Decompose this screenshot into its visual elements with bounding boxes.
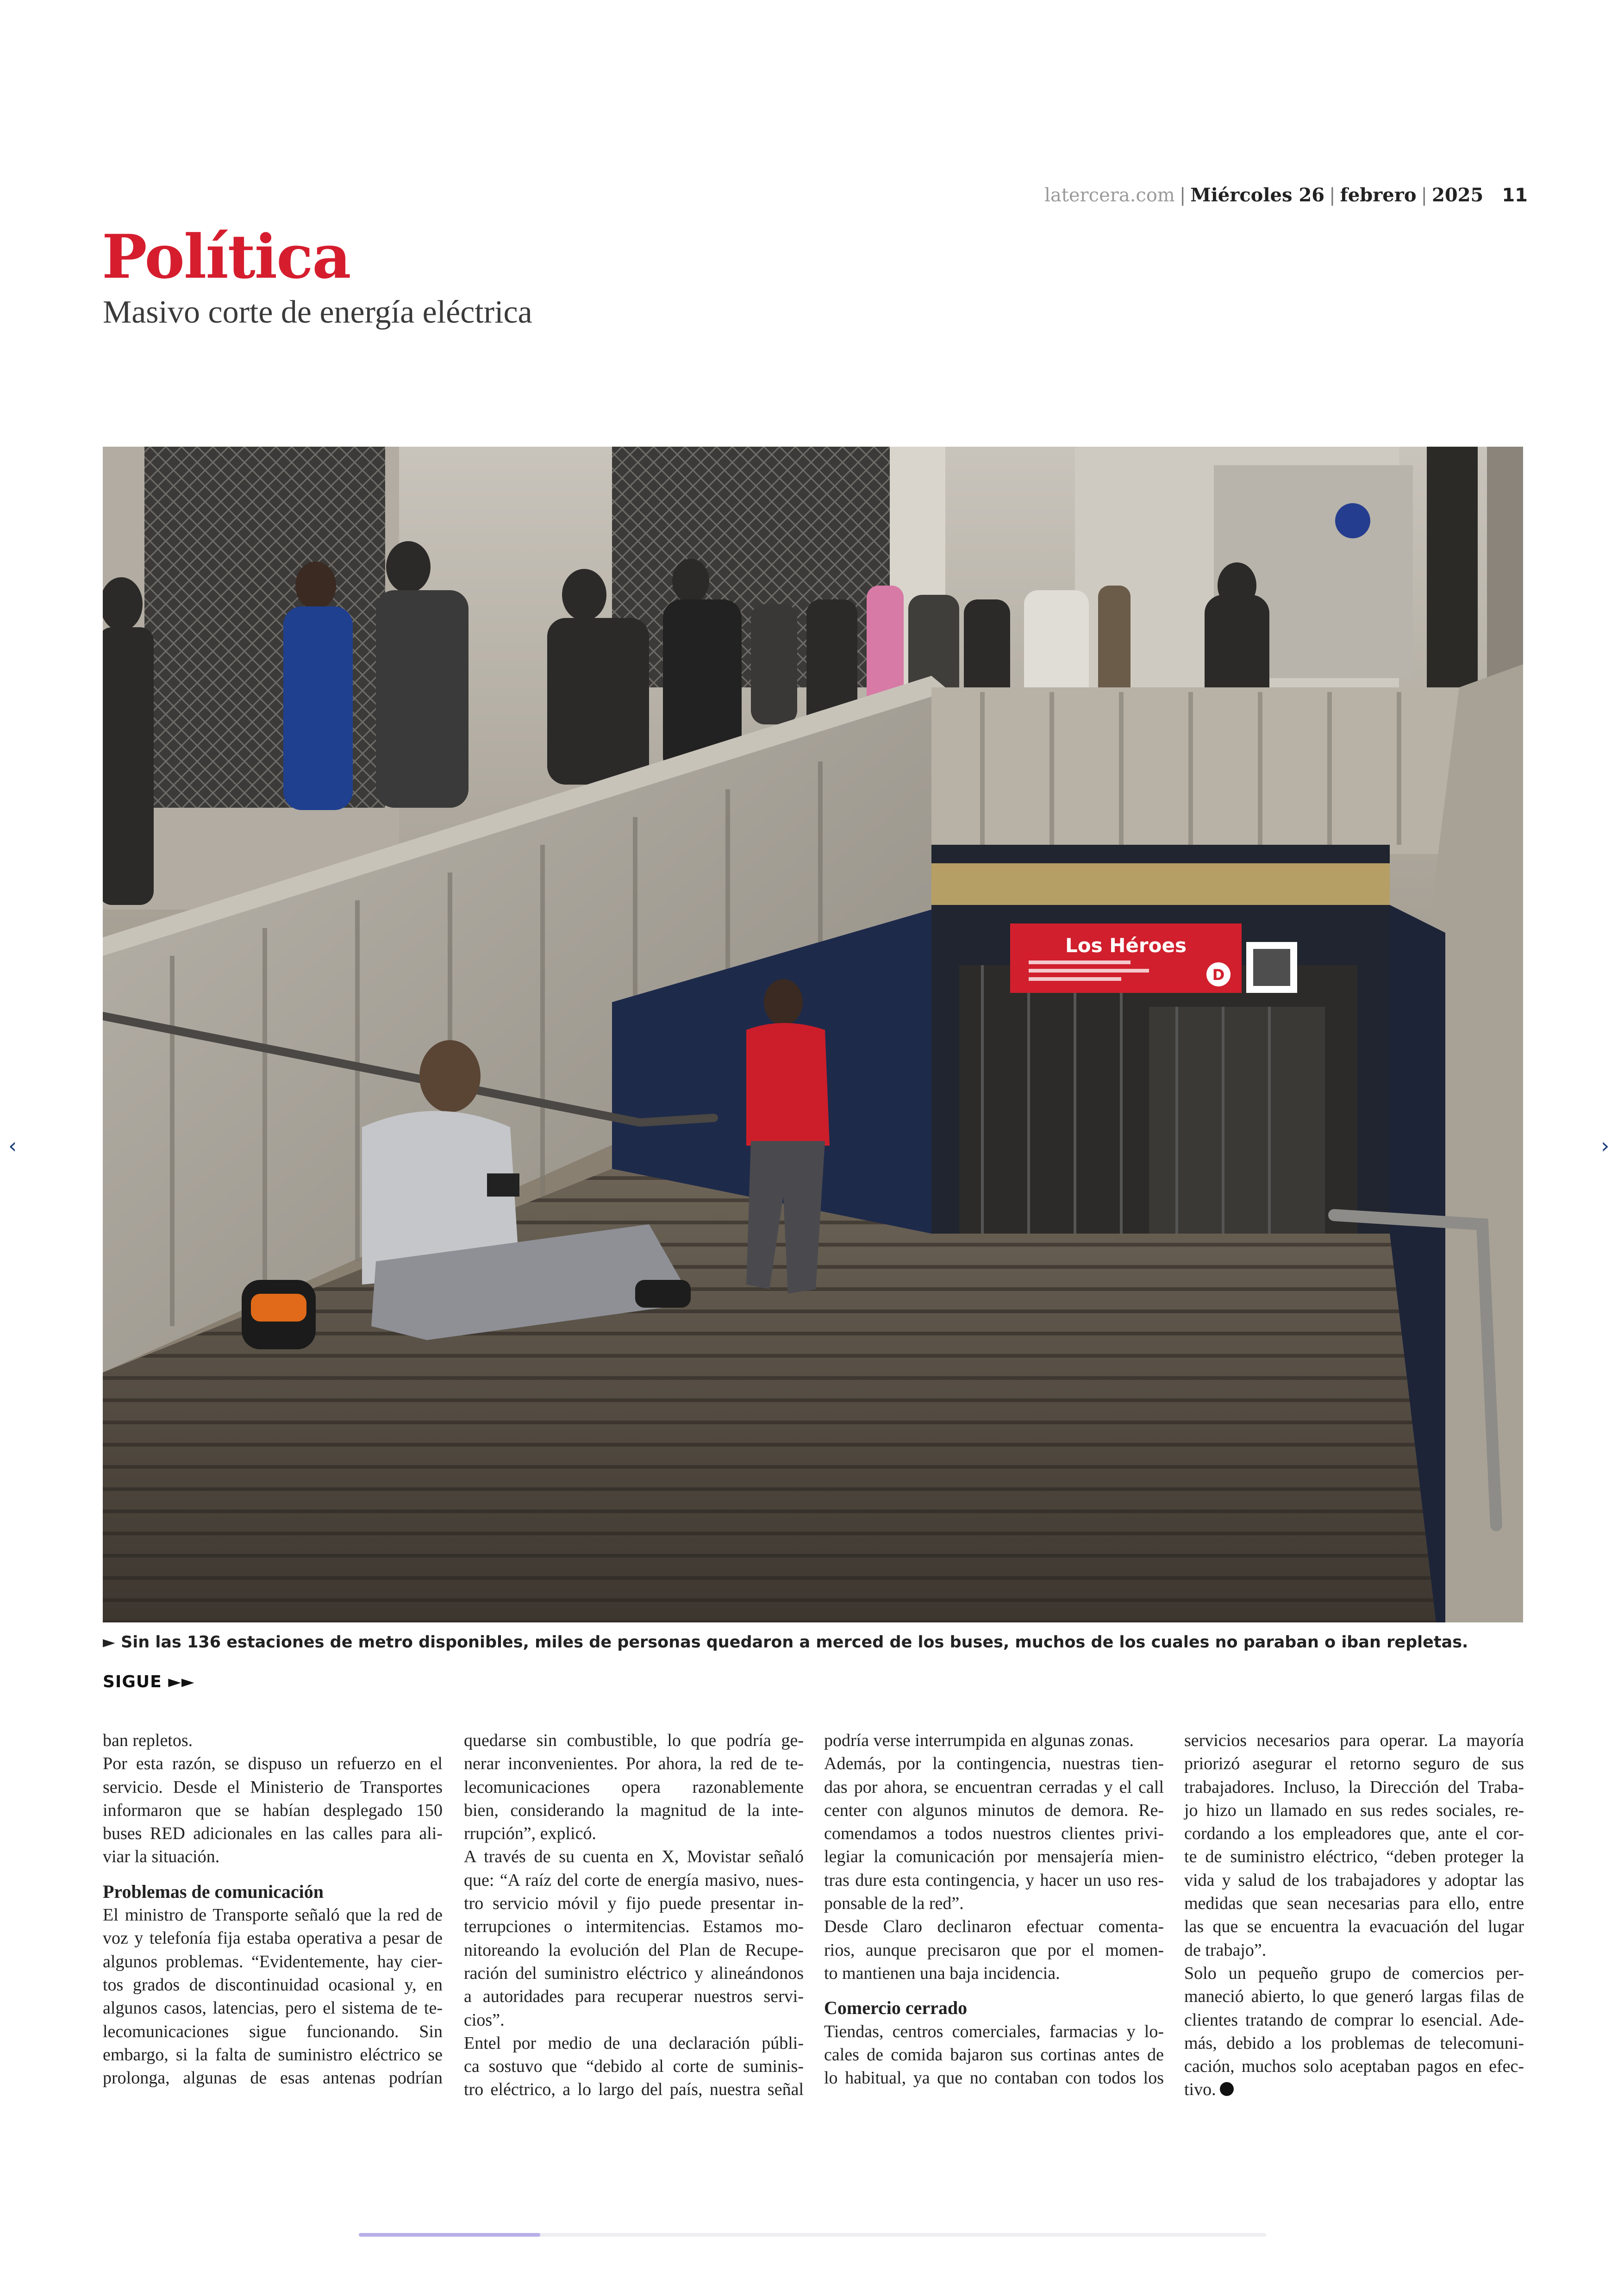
text-line: das por ahora, se encuentran cerradas y el call [824, 1777, 1164, 1797]
text-line: priorizó asegurar el retorno seguro de sus [1184, 1754, 1524, 1774]
text-line: prolonga, algunas de esas antenas podrían [103, 2068, 443, 2088]
text-line: Además, por la contingencia, nuestras tien- [824, 1754, 1164, 1774]
text-line: rios, aunque precisaron que por el momen- [824, 1940, 1164, 1960]
text-line: ponsable de la red”. [824, 1894, 964, 1914]
text-line: cios”. [464, 2010, 505, 2030]
text-line: tro eléctrico, a lo largo del país, nuestra señal [464, 2080, 804, 2100]
text-line: nitoreando la evolución del Plan de Recupe- [464, 1940, 804, 1960]
text-line: lecomunicaciones opera razonablemente [464, 1777, 804, 1797]
text-line: Solo un pequeño grupo de comercios per- [1184, 1963, 1524, 1983]
text-line: Por esta razón, se dispuso un refuerzo en el [103, 1754, 443, 1774]
text-line: tras dure esta contingencia, y hacer un uso res- [824, 1870, 1164, 1890]
text-line: cordando a los empleadores que, ante el cor- [1184, 1824, 1524, 1844]
next-page-button[interactable] [1601, 1133, 1609, 1158]
chevron-right-icon: › [1601, 1133, 1610, 1158]
text-line: trabajadores. Incluso, la Dirección del Traba- [1184, 1777, 1524, 1797]
article-column-1 [103, 1729, 443, 2089]
text-line: servicios necesarios para operar. La mayoría [1184, 1731, 1524, 1750]
continue-label: SIGUE ►► [103, 1672, 195, 1691]
text-line: Tiendas, centros comerciales, farmacias y lo- [824, 2021, 1164, 2041]
photo-caption: ► Sin las 136 estaciones de metro disponibles, miles de personas quedaron a merced de los buses, muchos de los cuales no paraban o iban repletas. [103, 1633, 1468, 1652]
subheading: Problemas de comunicación [103, 1881, 324, 1902]
reading-progress-fill [359, 2233, 540, 2237]
site-name: latercera.com [1044, 185, 1175, 206]
text-line: nerar inconvenientes. Por ahora, la red de te- [464, 1754, 804, 1774]
text-line: lecomunicaciones sigue funcionando. Sin [103, 2021, 443, 2041]
text-line: te de suministro eléctrico, “deben proteger la [1184, 1847, 1524, 1867]
text-line: buses RED adicionales en las calles para ali- [103, 1824, 443, 1844]
header-year: 2025 [1432, 184, 1484, 206]
header-month: febrero [1340, 184, 1417, 206]
text-line: jo hizo un llamado en sus redes sociales, re- [1184, 1800, 1524, 1820]
text-line: voz y telefonía fija estaba operativa a pesar de [103, 1928, 443, 1948]
text-line: Desde Claro declinaron efectuar comenta- [824, 1917, 1164, 1937]
text-line: informaron que se habían desplegado 150 [103, 1800, 443, 1820]
text-line: ración del suministro eléctrico y alineándonos [464, 1963, 804, 1983]
text-line: medidas que sean necesarias para ello, entre [1184, 1894, 1524, 1914]
text-line: vida y salud de los trabajadores y adoptar las [1184, 1870, 1524, 1890]
text-line: maneció abierto, lo que generó largas filas de [1184, 1987, 1524, 2007]
text-line: A través de su cuenta en X, Movistar señaló [464, 1847, 804, 1867]
text-line: clientes tratando de comprar lo esencial. Ade- [1184, 2010, 1524, 2030]
text-line: to mantienen una baja incidencia. [824, 1963, 1060, 1983]
text-line: quedarse sin combustible, lo que podría ge- [464, 1731, 804, 1750]
text-line: cación, muchos solo aceptaban pagos en efec- [1184, 2057, 1524, 2077]
text-line: tos grados de discontinuidad ocasional y, en [103, 1975, 443, 1995]
article-column-3 [824, 1729, 1164, 2089]
text-line: bien, considerando la magnitud de la inte- [464, 1800, 804, 1820]
text-line: lo habitual, ya que no contaban con todos los [824, 2068, 1164, 2088]
text-line: embargo, si la falta de suministro eléctrico se [103, 2045, 443, 2064]
metro-line-letter: D [1212, 966, 1225, 984]
text-line: ca sostuvo que “debido al corte de suminis- [464, 2057, 804, 2077]
text-line [103, 1869, 443, 1880]
section-subtitle: Masivo corte de energía eléctrica [103, 294, 532, 330]
text-line: comendamos a todos nuestros clientes privi- [824, 1824, 1164, 1844]
subheading: Comercio cerrado [824, 1997, 968, 2019]
text-line: podría verse interrumpida en algunas zonas. [824, 1731, 1134, 1750]
text-line: más, debido a los problemas de telecomuni- [1184, 2033, 1524, 2053]
text-line: de trabajo”. [1184, 1940, 1267, 1960]
text-line: El ministro de Transporte señaló que la red de [103, 1905, 443, 1925]
text-line: center con algunos minutos de demora. Re- [824, 1800, 1164, 1820]
text-line [824, 1985, 1164, 1996]
chevron-left-icon: ‹ [8, 1133, 17, 1158]
text-line: algunos casos, latencias, pero el sistema de te- [103, 1998, 443, 2018]
text-line: tro servicio móvil y fijo puede presentar in- [464, 1894, 804, 1914]
page-number: 11 [1502, 185, 1528, 206]
text-line: a autoridades para recuperar nuestros servi- [464, 1987, 804, 2007]
text-line: legiar la comunicación por mensajería mien- [824, 1847, 1164, 1867]
text-line: servicio. Desde el Ministerio de Transportes [103, 1777, 443, 1797]
text-line: algunos problemas. “Evidentemente, hay cier- [103, 1952, 443, 1971]
end-of-article-icon [1220, 2082, 1234, 2096]
article-column-2 [464, 1729, 804, 2102]
header-weekday: Miércoles 26 [1190, 184, 1325, 206]
article-column-4 [1184, 1729, 1524, 2102]
text-line: las que se encuentra la evacuación del lugar [1184, 1917, 1524, 1937]
station-sign-name: Los Héroes [1065, 934, 1187, 957]
article-photo [103, 447, 1523, 1622]
text-line: tivo. [1184, 2078, 1524, 2101]
text-line: viar la situación. [103, 1847, 220, 1867]
previous-page-button[interactable] [8, 1133, 17, 1158]
text-line: terrupciones o intermitencias. Estamos mo- [464, 1917, 804, 1937]
text-line: rrupción”, explicó. [464, 1824, 596, 1844]
text-line: cales de comida bajaron sus cortinas antes de [824, 2045, 1164, 2064]
text-line: que: “A raíz del corte de energía masivo, nues- [464, 1870, 804, 1890]
page-header: latercera.com | Miércoles 26 | febrero | 2025 11 [1044, 184, 1528, 206]
text-line: ban repletos. [103, 1731, 193, 1750]
text-line: Entel por medio de una declaración públi- [464, 2033, 804, 2053]
section-title: Política [102, 221, 350, 292]
